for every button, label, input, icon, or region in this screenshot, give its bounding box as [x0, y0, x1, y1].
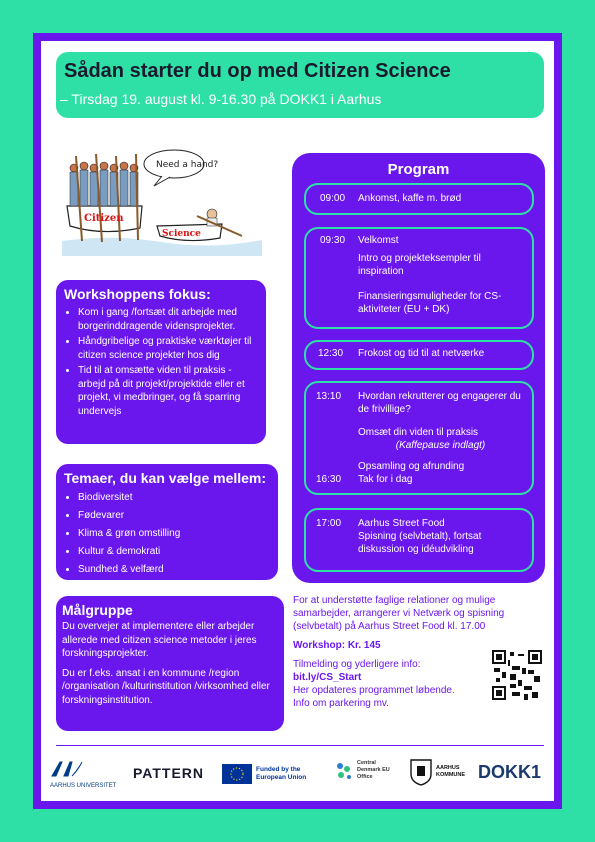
boat-label-science: Science: [162, 229, 201, 239]
list-item: • Fødevarer: [78, 508, 270, 524]
footer-divider: [56, 745, 544, 746]
list-item: • Kom i gang /fortsæt dit arbejde med borgerinddragende vidensprojekter.: [78, 306, 258, 333]
au-name: AARHUS UNIVERSITET: [50, 783, 117, 789]
slot-text: Omsæt din viden til praksis: [358, 427, 479, 438]
slot-text: Hvordan rekrutterer og engagerer du de frivillige?: [358, 391, 521, 415]
focus-box: [56, 280, 266, 444]
program-slot: [304, 227, 534, 329]
slot-time: 16:30: [316, 474, 342, 485]
slot-time: 12:30: [318, 348, 344, 359]
signup-link[interactable]: bit.ly/CS_Start: [293, 672, 362, 683]
dots-icon: [334, 761, 354, 781]
program-slot: [304, 508, 534, 572]
au-icon: [50, 760, 84, 778]
audience-text-2: Du er f.eks. ansat i en kommune /region /organisation /kulturinstitution /virksomhed eller forskningsinstitution.: [62, 667, 270, 706]
central-denmark-eu-office-logo: [334, 760, 399, 781]
info-text: For at understøtte faglige relationer og mulige samarbejder, arrangerer vi Netværk og spisning (selvbetalt) på Aarhus Street Food kl. 17.00: [293, 595, 505, 632]
list-item: • Sundhed & velfærd: [78, 562, 270, 578]
focus-heading: Workshoppens fokus:: [64, 286, 211, 302]
audience-text-1: Du overvejer at implementere eller arbejder allerede med citizen science metoder i jeres forskningsprojekter.: [62, 621, 257, 659]
list-item: • Biodiversitet: [78, 490, 270, 506]
audience-heading: Målgruppe: [62, 602, 133, 618]
ak-text: AARHUS KOMMUNE: [436, 765, 466, 778]
themes-heading: Temaer, du kan vælge mellem:: [64, 470, 267, 486]
aarhus-kommune-logo: [409, 758, 472, 786]
signup-text: Tilmelding og yderligere info:: [293, 659, 421, 670]
dokk1-logo: DOKK1: [478, 762, 542, 782]
page-subtitle: – Tirsdag 19. august kl. 9-16.30 på DOKK1 i Aarhus: [60, 91, 382, 107]
list-item: • Kultur & demokrati: [78, 544, 270, 560]
qr-code[interactable]: [492, 650, 542, 700]
program-panel: [292, 153, 545, 583]
slot-text: Aarhus Street Food: [358, 518, 445, 529]
speech-bubble-text: Need a hand?: [156, 160, 219, 170]
aarhus-university-logo: [50, 760, 130, 789]
themes-box: [56, 464, 278, 580]
slot-text: (Kaffepause indlagt): [395, 440, 486, 451]
slot-time: 09:00: [320, 193, 346, 204]
slot-text: Opsamling og afrunding: [358, 461, 465, 472]
program-slot: [304, 340, 534, 370]
eu-text: Funded by the European Union: [256, 766, 307, 781]
audience-box: [56, 596, 284, 731]
slot-time: 09:30: [320, 235, 346, 246]
slot-time: 17:00: [316, 518, 342, 529]
program-slot: [304, 183, 534, 215]
slot-text: Ankomst, kaffe m. brød: [358, 193, 462, 204]
eu-flag-icon: [222, 764, 252, 784]
rowing-boat-illustration: [62, 146, 262, 256]
slot-text: Frokost og tid til at netværke: [358, 348, 485, 359]
cde-text: Central Denmark EU Office: [357, 760, 390, 780]
list-item: • Klima & grøn omstilling: [78, 526, 270, 542]
slot-text: Finansieringsmuligheder for CS-aktiviteter (EU + DK): [358, 291, 502, 315]
slot-text: Intro og projekteksempler til inspiration: [358, 253, 481, 277]
eu-logo: [222, 764, 326, 784]
program-slot: [304, 381, 534, 495]
slot-text: Velkomst: [358, 235, 399, 246]
price-text: Workshop: Kr. 145: [293, 640, 381, 651]
pattern-logo: PATTERN: [133, 765, 205, 781]
slot-text: Spisning (selvbetalt), fortsat diskussion og idéudvikling: [358, 531, 482, 555]
slot-time: 13:10: [316, 391, 342, 402]
list-item: • Håndgribelige og praktiske værktøjer til citizen science projekter hos dig: [78, 335, 258, 362]
slot-text: Tak for i dag: [358, 474, 413, 485]
note-text: Her opdateres programmet løbende. Info om parkering mv.: [293, 685, 455, 709]
page-title: Sådan starter du op med Citizen Science: [64, 60, 451, 82]
list-item: • Tid til at omsætte viden til praksis - arbejd på dit projekt/projektide eller et projekt, vi medbringer, og få sparring undervejs: [78, 364, 258, 418]
boat-label-citizen: Citizen: [84, 213, 124, 224]
program-title: Program: [387, 161, 450, 178]
coat-of-arms-icon: [409, 758, 433, 786]
